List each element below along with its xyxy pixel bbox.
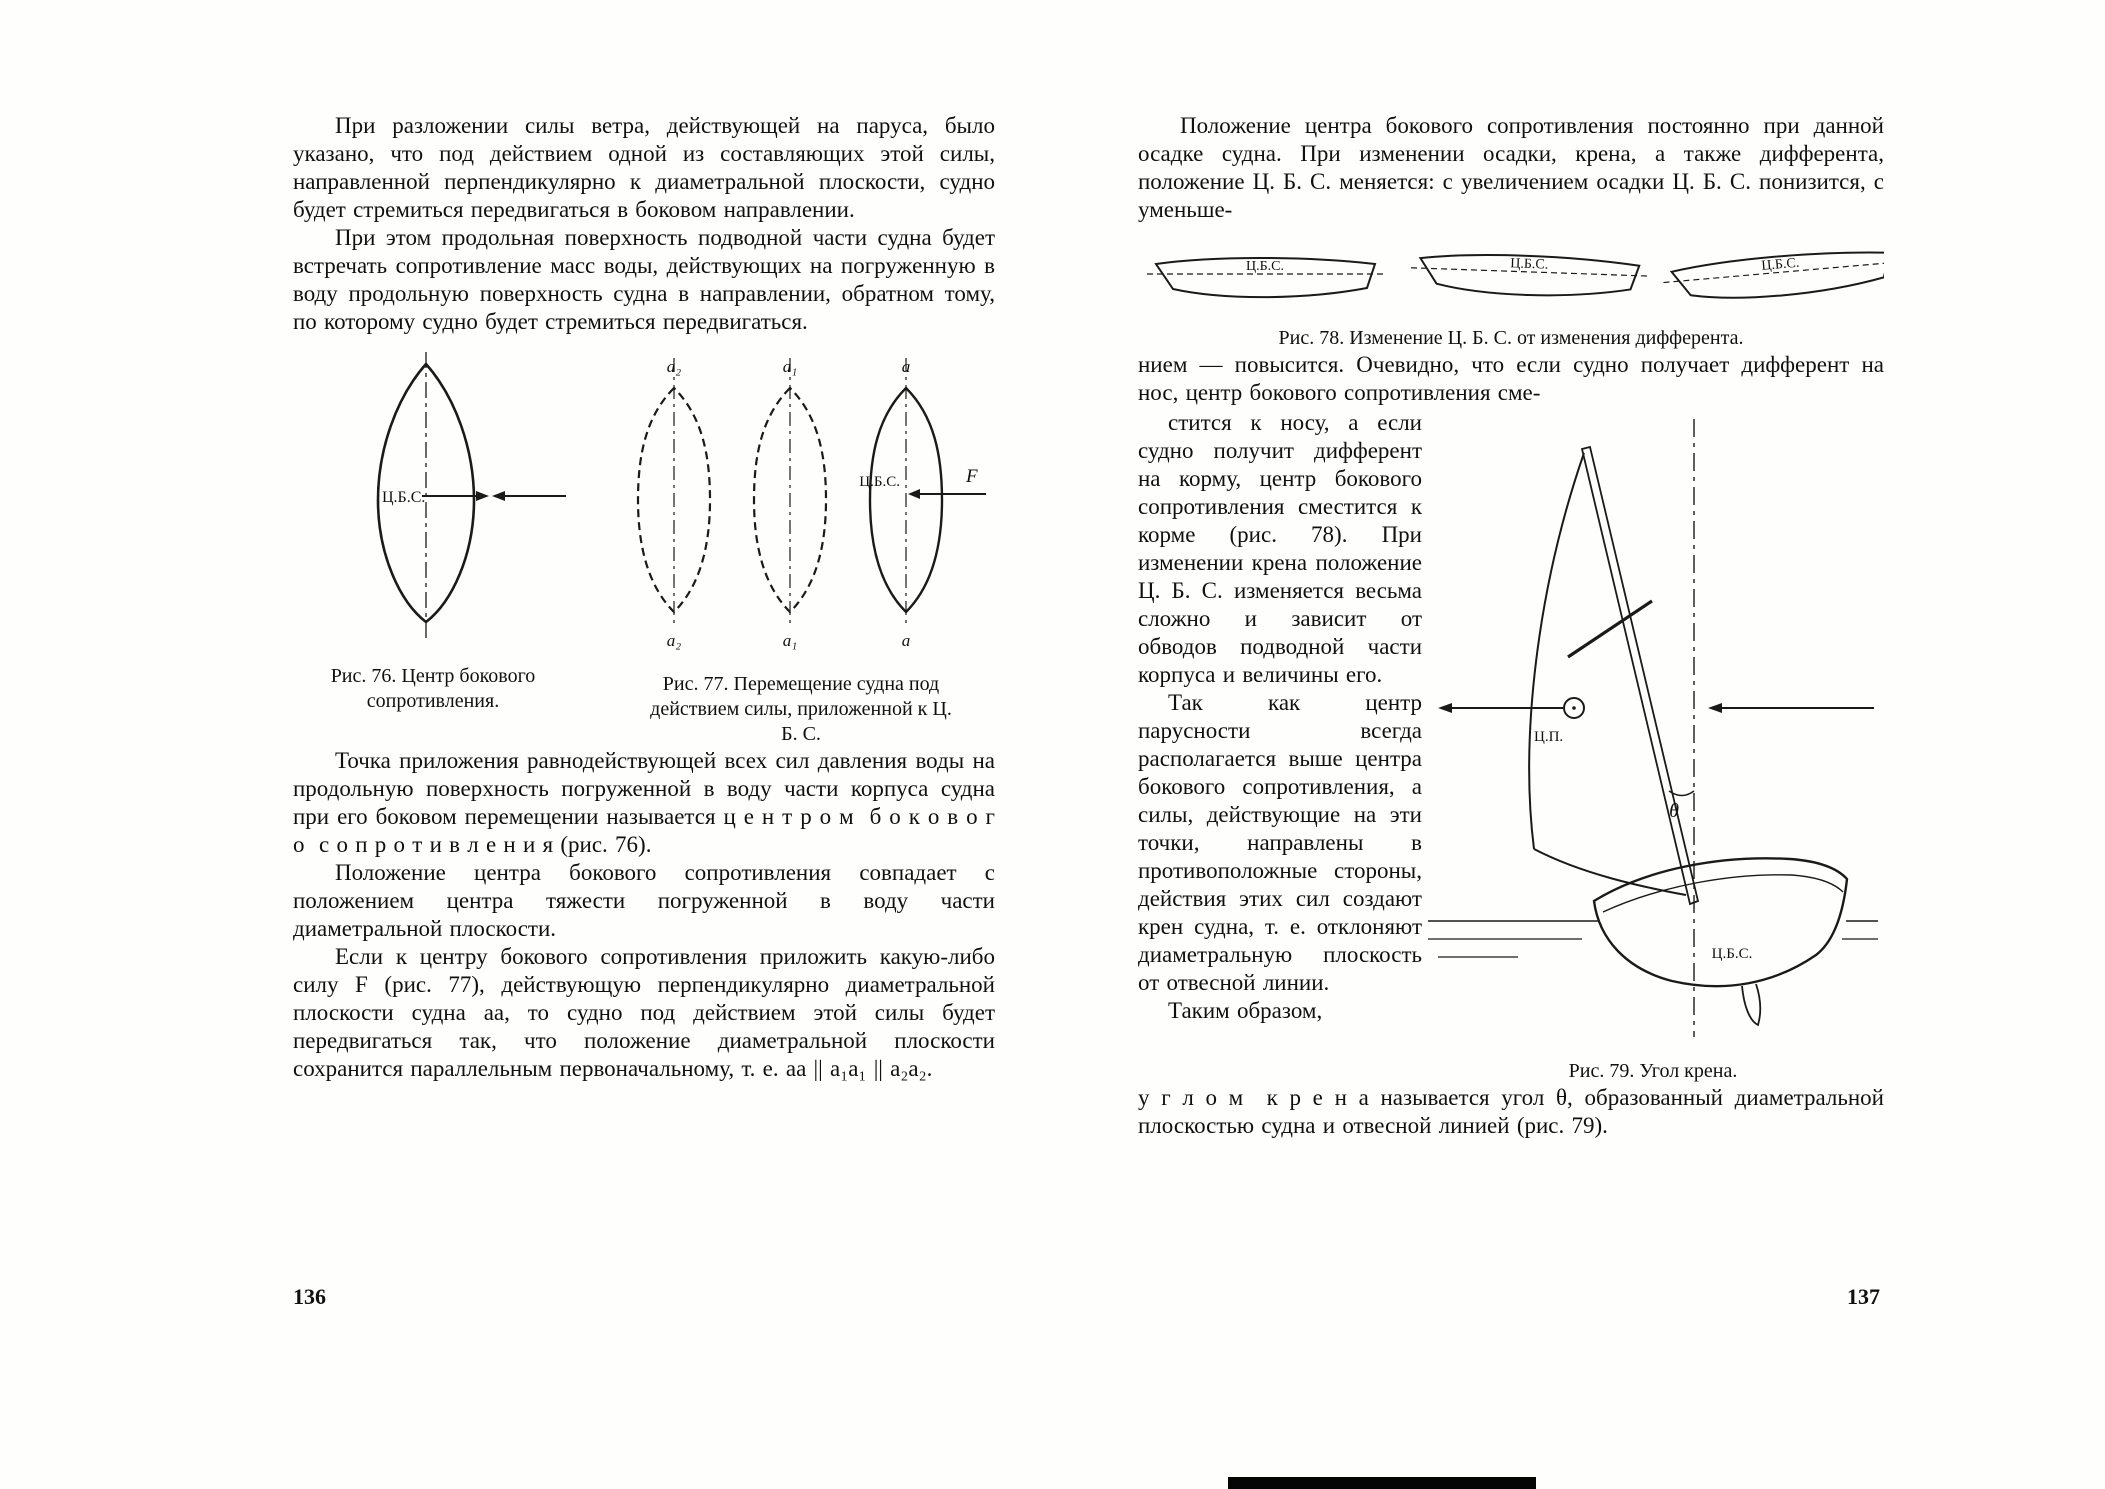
fig76-outer-arrowhead [492, 491, 505, 501]
figure-79 [1422, 409, 1884, 1084]
fig78-boat-1 [1147, 258, 1387, 297]
fig77-label-top-1: a₂ [666, 357, 682, 376]
paragraph-heel-angle-definition: у г л о м к р е н а называется угол θ, образованный диаметральной плоскостью судна и отвесной линией (рис. 79). [1138, 1085, 1884, 1138]
fig78-drawing [1139, 234, 1884, 312]
fig77-cbs-label: Ц.Б.С. [859, 474, 900, 490]
fig77-label-top-2: a₁ [782, 357, 798, 376]
fig78-cbs-label-1: Ц.Б.С. [1245, 259, 1284, 274]
fig79-sprit [1568, 601, 1652, 657]
page-right [1138, 112, 1884, 1342]
fig76-cbs-label: Ц.Б.С. [382, 489, 426, 506]
fig76-inner-arrowhead [476, 491, 489, 501]
fig78-boat-3 [1662, 246, 1884, 306]
fig78-cbs-label-2: Ц.Б.С. [1509, 256, 1549, 273]
fig77-label-bottom-2: a₁ [782, 631, 798, 650]
narrow-column [1138, 409, 1422, 1025]
fig79-ce-dot [1572, 706, 1576, 710]
paragraph-trim-continued: стится к носу, а если судно получит дифферент на корму, центр бокового сопротивления сместится к корме (рис. 78). При изменении крена положение Ц. Б. С. изменяется весьма сложно и зависит от обводов подводной части корпуса и величины его. [1138, 410, 1422, 687]
fig79-drawing [1422, 409, 1884, 1049]
paragraph-heel-forces: Так как центр парусности всегда располагается выше центра бокового сопротивления, а силы, действующие на эти точки, направлены в противоположные стороны, действия этих сил создают крен судна, т. е. отклоняют диаметральную плоскость от отвесной линии. [1138, 690, 1422, 995]
fig79-caption: Рис. 79. Угол крена. [1568, 1060, 1738, 1082]
page-left [293, 112, 995, 1342]
fig78-boat-2 [1410, 252, 1651, 299]
fig79-left-arrowhead [1438, 703, 1452, 713]
paragraph-cbs-definition: Точка приложения равнодействующей всех сил давления воды на продольную поверхность погруженной в воду части корпуса судна при его боковом перемещении называется ц е н т р о м б о к о в о г о с о п р о т и в л е н и я (рис. 76). [293, 748, 995, 857]
paragraph-force-f: Если к центру бокового сопротивления приложить какую-либо силу F (рис. 77), действующую перпендикулярно диаметральной плоскости судна aa, то судно под действием этой силы будет передвигаться так, что положение диаметральной плоскости сохранится параллельным первоначальному, т. е. aa || a₁a₁ || a₂a₂. [293, 944, 995, 1081]
fig77-caption: Рис. 77. Перемещение судна под действием силы, приложенной к Ц. Б. С. [650, 673, 952, 745]
paragraph-trim-effect: нием — повысится. Очевидно, что если судно получает дифферент на нос, центр бокового сопротивления сме- [1138, 352, 1884, 405]
fig78-cbs-label-3: Ц.Б.С. [1760, 255, 1800, 274]
fig76-caption: Рис. 76. Центр бокового сопротивления. [330, 665, 536, 712]
figures-row [293, 350, 995, 747]
page-number-right: 137 [1847, 1284, 1880, 1309]
fig76-drawing [298, 350, 568, 642]
paragraph-wind-decomposition: При разложении силы ветра, действующей на паруса, было указано, что под действием одной из составляющих этой силы, направленной перпендикулярно к диаметральной плоскости, судно будет стремиться передвигаться в боковом направлении. [293, 113, 995, 222]
fig78-caption: Рис. 78. Изменение Ц. Б. С. от изменения дифферента. [1278, 327, 1744, 349]
fig77-force-label: F [966, 466, 978, 487]
fig79-theta-label: θ [1669, 800, 1679, 822]
figure-77 [607, 350, 995, 747]
paragraph-cbs-constant: Положение центра бокового сопротивления постоянно при данной осадке судна. При изменении осадки, крена, а также дифферента, положение Ц. Б. С. меняется: с увеличением осадки Ц. Б. С. понизится, с уменьше- [1138, 113, 1884, 222]
fig77-label-top-3: a [901, 357, 911, 376]
fig77-drawing [612, 350, 990, 650]
fig79-cbs-label: Ц.Б.С. [1711, 946, 1753, 962]
page-number-left: 136 [293, 1284, 326, 1309]
fig79-cp-label: Ц.П. [1534, 729, 1564, 745]
text-figure-wrap [1138, 409, 1884, 1084]
fig79-keel-fin [1742, 984, 1760, 1025]
paragraph-water-resistance: При этом продольная поверхность подводной части судна будет встречать сопротивление масс воды, действующих на погруженную в воду продольную поверхность судна в направлении, обратном тому, по которому судно будет стремиться передвигаться. [293, 225, 995, 334]
fig77-label-bottom-1: a₂ [666, 631, 682, 650]
paragraph-thus: Таким образом, [1168, 998, 1323, 1023]
fig77-force-arrowhead [908, 489, 920, 499]
scan-artifact-bar [1228, 1477, 1536, 1489]
figure-76 [293, 350, 573, 714]
fig79-right-arrowhead [1708, 703, 1722, 713]
figure-78 [1138, 234, 1884, 351]
fig77-label-bottom-3: a [901, 631, 911, 650]
fig79-mast [1582, 447, 1698, 904]
paragraph-cbs-position: Положение центра бокового сопротивления совпадает с положением центра тяжести погруженной в воду части диаметральной плоскости. [293, 860, 995, 941]
